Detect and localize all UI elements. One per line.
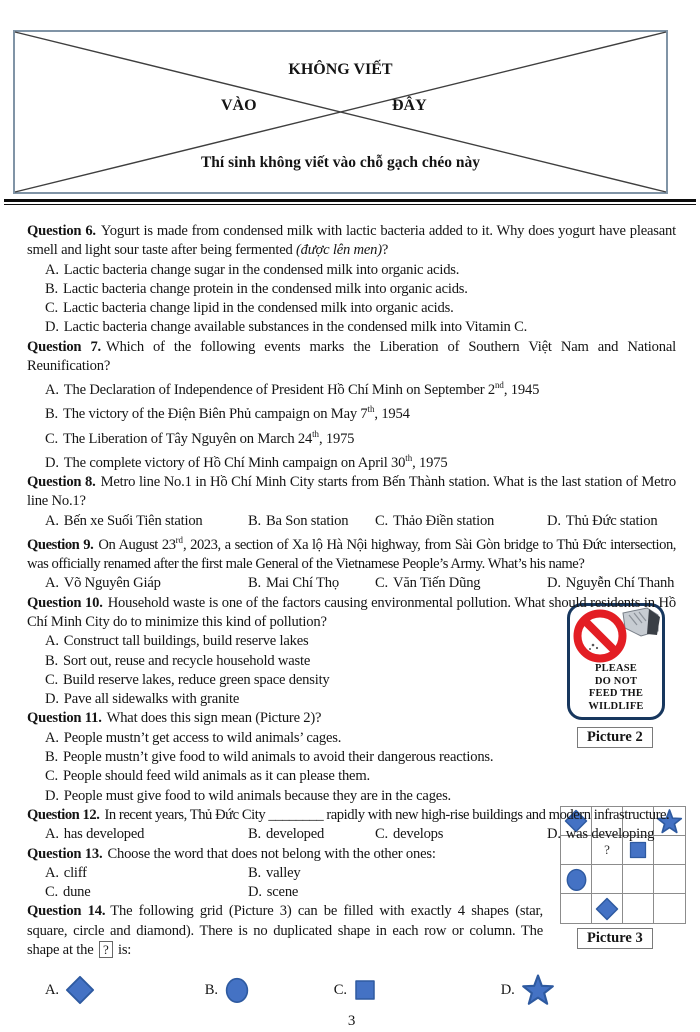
option: D. was developing	[547, 826, 655, 843]
option-letter: C.	[45, 430, 58, 447]
answer-item	[501, 973, 555, 1007]
question-label: Question 10.	[27, 594, 103, 611]
question-stem	[27, 709, 676, 728]
option: B. People mustn’t give food to wild animals to avoid their dangerous reactions.	[45, 749, 494, 766]
options-row	[27, 883, 676, 902]
option: A. has developed	[45, 826, 145, 843]
option: C. develops	[375, 826, 444, 843]
options-row	[27, 864, 676, 883]
question-label: Question 8.	[27, 474, 96, 490]
option-text: Lactic bacteria change sugar in the condensed milk into organic acids.	[63, 261, 460, 278]
question-stem	[27, 473, 676, 512]
diamond-icon	[65, 975, 95, 1005]
option: B. valley	[248, 864, 301, 881]
option-text: The Liberation of Tây Nguyên on March 24th, 1975	[62, 428, 355, 447]
option: D. Thủ Đức station	[547, 512, 658, 529]
question-stem	[27, 531, 676, 574]
sign-text-line: PLEASE	[594, 663, 638, 674]
question-text: Which of the following events marks the Liberation of Southern Việt Nam and National Reunification?	[27, 338, 676, 375]
option-letter: A.	[45, 382, 59, 399]
question-label: Question 12.	[27, 806, 100, 823]
option-text: The Declaration of Independence of President Hồ Chí Minh on September 2nd, 1945	[63, 380, 540, 399]
question-stem	[27, 806, 676, 825]
option: B. Sort out, reuse and recycle household waste	[45, 652, 311, 669]
questions-area	[0, 222, 700, 1032]
option: B. developed	[248, 826, 325, 843]
option-text: Lactic bacteria change available substances in the condensed milk into Vitamin C.	[63, 319, 528, 336]
question-text: What does this sign mean (Picture 2)?	[106, 710, 322, 727]
question-text: Yogurt is made from condensed milk with lactic bacteria added to it. Why does yogurt have pleasant smell and light sour taste after being fermented (được lên men)?	[27, 223, 676, 259]
question-stem	[27, 338, 676, 377]
picture3-caption: Picture 3	[577, 928, 653, 949]
option: A. Construct tall buildings, build reserve lakes	[45, 633, 309, 650]
option: C. Văn Tiến Dũng	[375, 575, 481, 592]
sign-text-line: DO NOT	[594, 675, 638, 687]
option: D. Pave all sidewalks with granite	[45, 691, 240, 708]
option: C. Thảo Điền station	[375, 512, 495, 529]
option: D. Nguyễn Chí Thanh	[547, 575, 675, 592]
question-label: Question 7.	[27, 338, 102, 355]
option-text: Lactic bacteria change lipid in the condensed milk into organic acids.	[62, 300, 454, 317]
option	[27, 449, 676, 473]
option: A. People mustn’t get access to wild animals’ cages.	[45, 729, 342, 746]
no-write-vao: VÀO	[221, 97, 257, 114]
question-stem	[27, 902, 543, 960]
no-write-day: ĐÂY	[392, 97, 427, 114]
option: C. People should feed wild animals as it can please them.	[45, 768, 370, 785]
option-letter: C.	[45, 300, 58, 317]
options-row	[27, 825, 676, 844]
header-divider	[4, 199, 696, 205]
option-letter: B.	[204, 981, 218, 998]
option-text: The complete victory of Hồ Chí Minh campaign on April 30th, 1975	[63, 452, 448, 471]
option	[27, 299, 676, 318]
options-row	[27, 574, 676, 593]
option-letter: D.	[45, 454, 59, 471]
option-letter: A.	[45, 261, 59, 278]
no-write-title: KHÔNG VIẾT	[288, 61, 393, 78]
option	[27, 425, 676, 449]
option: A. Bến xe Suối Tiên station	[45, 512, 203, 529]
answer-options-row	[27, 970, 676, 1010]
option: B. Ba Son station	[248, 512, 349, 529]
option-letter: C.	[333, 981, 347, 998]
option-letter: D.	[45, 319, 59, 336]
page-number: 3	[347, 1013, 356, 1030]
option	[27, 280, 676, 299]
circle-icon	[224, 977, 250, 1003]
question-label: Question 14.	[27, 903, 106, 920]
option-letter: A.	[45, 981, 59, 998]
question-text: Metro line No.1 in Hồ Chí Minh City starts from Bến Thành station. What is the last station of Metro line No.1?	[27, 474, 676, 510]
option: B. Mai Chí Thọ	[248, 575, 339, 592]
option-letter: B.	[45, 280, 58, 297]
option	[27, 318, 676, 337]
option	[27, 376, 676, 400]
options-row	[27, 512, 676, 531]
option: C. Build reserve lakes, reduce green space density	[45, 671, 330, 688]
option: D. People must give food to wild animals because they are in the cages.	[45, 787, 452, 804]
question-mark: ?	[604, 842, 610, 857]
answer-item	[205, 977, 250, 1003]
question-stem	[27, 845, 676, 864]
sign-text-line: WILDLIFE	[588, 700, 644, 712]
question-label: Question 11.	[27, 710, 102, 727]
question-label: Question 13.	[27, 845, 103, 862]
answer-item	[334, 978, 377, 1002]
question-text: Choose the word that does not belong with the other ones:	[107, 845, 436, 862]
square-icon	[353, 978, 377, 1002]
option: C. dune	[45, 884, 91, 901]
answer-item	[45, 975, 95, 1005]
sign-text-line: FEED THE	[588, 688, 644, 700]
option-text: Lactic bacteria change protein in the condensed milk into organic acids.	[62, 280, 468, 297]
picture2-caption: Picture 2	[577, 727, 653, 748]
option-letter: B.	[45, 406, 58, 423]
question-stem	[27, 222, 676, 261]
option-letter: D.	[500, 981, 515, 998]
option	[27, 401, 676, 425]
star-icon	[521, 973, 555, 1007]
option: D. scene	[248, 884, 299, 901]
question-label: Question 9.	[27, 536, 94, 553]
no-write-note: Thí sinh không viết vào chỗ gạch chéo này	[200, 154, 481, 171]
option: A. cliff	[45, 864, 87, 881]
question-stem	[27, 594, 676, 633]
question-label: Question 6.	[27, 223, 96, 239]
question-text: Household waste is one of the factors causing environmental pollution. What should residents in Hồ Chí Minh City do to minimize this kind of pollution?	[27, 594, 676, 630]
option: A. Võ Nguyên Giáp	[45, 575, 161, 592]
question-text: In recent years, Thủ Đức City ________ rapidly with new high-rise buildings and modern infrastructure.	[104, 806, 670, 823]
question-text: The following grid (Picture 3) can be filled with exactly 4 shapes (star, square, circle and diamond). There is no duplicated shape in each row or column. The shape at the ? is:	[27, 903, 543, 958]
option-text: The victory of the Điện Biên Phủ campaign on May 7th, 1954	[62, 404, 410, 423]
option	[27, 261, 676, 280]
no-write-box	[13, 30, 668, 194]
question-text: On August 23rd, 2023, a section of Xa lộ Hà Nội highway, from Sài Gòn bridge to Thủ Đức intersection, was officially renamed after the first male General of the Vietnamese People’s Army. What’s his name?	[27, 534, 677, 573]
